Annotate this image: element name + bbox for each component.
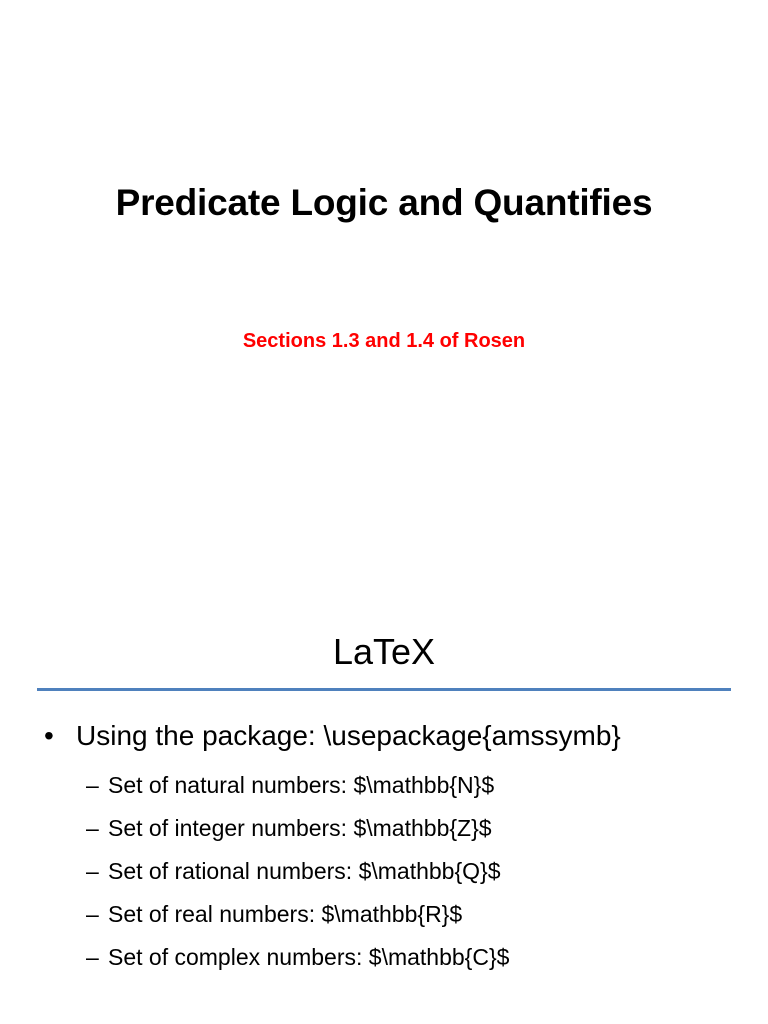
sub-bullet-list bbox=[86, 764, 509, 979]
slide-latex-heading: LaTeX bbox=[332, 631, 436, 672]
bullet-text: Using the package: \usepackage{amssymb} bbox=[76, 720, 621, 751]
sub-bullet-text: Set of complex numbers: $\mathbb{C}$ bbox=[108, 944, 510, 970]
sub-bullet-item bbox=[86, 807, 509, 850]
sub-bullet-item bbox=[86, 850, 509, 893]
bullet-item bbox=[44, 717, 621, 755]
dash-marker: – bbox=[86, 772, 99, 798]
dash-marker: – bbox=[86, 944, 99, 970]
sub-bullet-text: Set of natural numbers: $\mathbb{N}$ bbox=[108, 772, 495, 798]
sub-bullet-text: Set of integer numbers: $\mathbb{Z}$ bbox=[108, 815, 492, 841]
slide-latex bbox=[0, 576, 768, 1024]
sub-bullet-text: Set of rational numbers: $\mathbb{Q}$ bbox=[108, 858, 501, 884]
dash-marker: – bbox=[86, 815, 99, 841]
slide-title-heading: Predicate Logic and Quantifies bbox=[115, 182, 653, 223]
dash-marker: – bbox=[86, 901, 99, 927]
sub-bullet-item bbox=[86, 764, 509, 807]
sub-bullet-text: Set of real numbers: $\mathbb{R}$ bbox=[108, 901, 463, 927]
slide-subtitle: Sections 1.3 and 1.4 of Rosen bbox=[242, 330, 526, 352]
bullet-marker: • bbox=[44, 720, 54, 751]
sub-bullet-item bbox=[86, 936, 509, 979]
sub-bullet-item bbox=[86, 893, 509, 936]
title-divider bbox=[37, 688, 731, 691]
dash-marker: – bbox=[86, 858, 99, 884]
